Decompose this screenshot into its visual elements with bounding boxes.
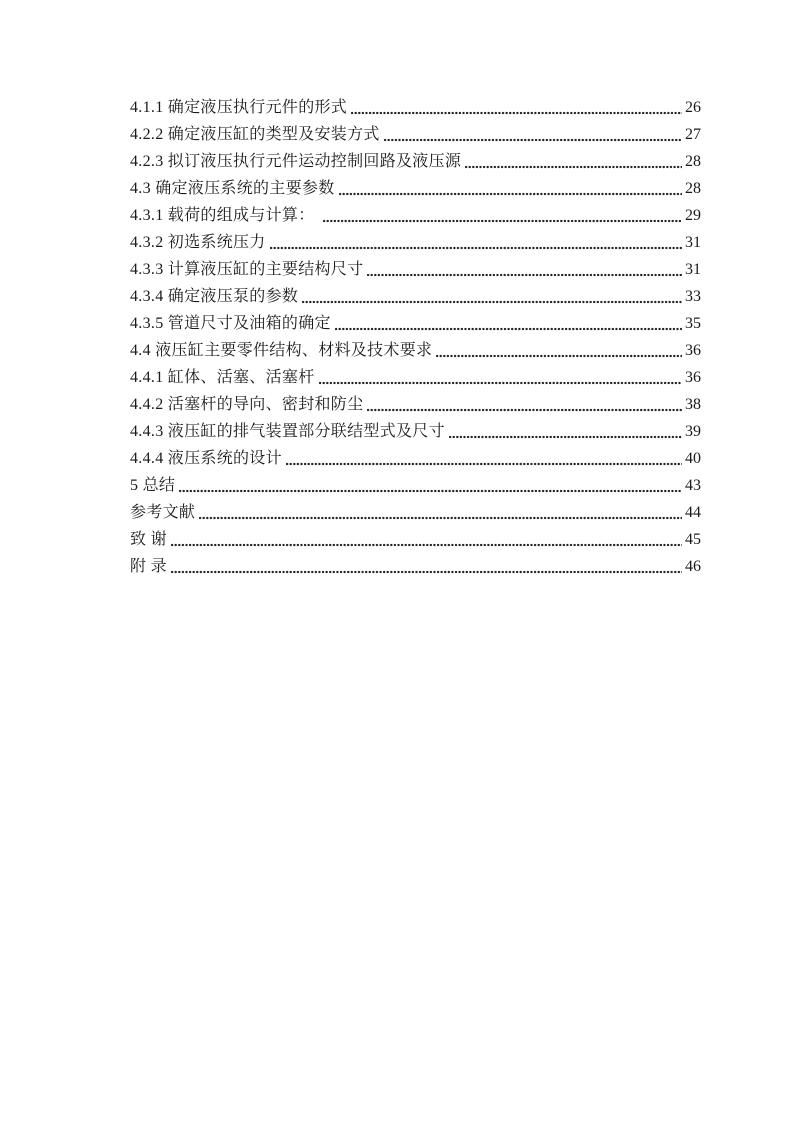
toc-dot-leader — [315, 364, 683, 391]
toc-entry-label: 附 录 — [130, 558, 167, 575]
toc-entry-label: 4.2.2 确定液压缸的类型及安装方式 — [130, 126, 380, 143]
toc-entry[interactable] — [130, 445, 701, 472]
toc-entry[interactable] — [130, 148, 701, 175]
toc-entry-page-number: 36 — [685, 342, 701, 359]
toc-entry-page-number: 31 — [685, 234, 701, 251]
toc-entry[interactable] — [130, 337, 701, 364]
toc-entry[interactable] — [130, 202, 701, 229]
toc-entry-page-number: 33 — [685, 288, 701, 305]
toc-dot-leader — [432, 337, 683, 364]
toc-entry-label: 4.4 液压缸主要零件结构、材料及技术要求 — [130, 342, 433, 359]
toc-entry-page-number: 28 — [685, 153, 701, 170]
toc-entry-page-number: 38 — [685, 396, 701, 413]
toc-entry-label: 4.3 确定液压系统的主要参数 — [130, 180, 335, 197]
toc-entry-label: 4.4.4 液压系统的设计 — [130, 450, 282, 467]
toc-dot-leader — [175, 472, 683, 499]
toc-entry-label: 4.3.5 管道尺寸及油箱的确定 — [130, 315, 331, 332]
toc-dot-leader — [363, 256, 683, 283]
toc-entry-page-number: 43 — [685, 477, 701, 494]
toc-entry[interactable] — [130, 310, 701, 337]
toc-entry-label: 4.4.3 液压缸的排气装置部分联结型式及尺寸 — [130, 423, 445, 440]
toc-dot-leader — [167, 526, 683, 553]
toc-entry[interactable] — [130, 364, 701, 391]
toc-dot-leader — [298, 283, 683, 310]
toc-dot-leader — [282, 445, 683, 472]
toc-entry[interactable] — [130, 256, 701, 283]
toc-entry-page-number: 31 — [685, 261, 701, 278]
toc-entry-page-number: 45 — [685, 531, 701, 548]
toc-entry-page-number: 39 — [685, 423, 701, 440]
toc-entry-label: 4.3.2 初选系统压力 — [130, 234, 266, 251]
toc-dot-leader — [335, 175, 683, 202]
toc-dot-leader — [445, 418, 683, 445]
table-of-contents — [130, 94, 701, 580]
toc-entry-page-number: 36 — [685, 369, 701, 386]
toc-entry[interactable] — [130, 229, 701, 256]
toc-entry-page-number: 28 — [685, 180, 701, 197]
toc-dot-leader — [347, 94, 683, 121]
toc-entry[interactable] — [130, 283, 701, 310]
toc-entry[interactable] — [130, 94, 701, 121]
toc-entry[interactable] — [130, 499, 701, 526]
toc-entry-label: 参考文献 — [130, 504, 196, 521]
toc-dot-leader — [363, 391, 683, 418]
toc-dot-leader — [461, 148, 683, 175]
toc-entry[interactable] — [130, 418, 701, 445]
toc-entry-label: 4.4.2 活塞杆的导向、密封和防尘 — [130, 396, 364, 413]
toc-entry-label: 4.3.4 确定液压泵的参数 — [130, 288, 299, 305]
toc-entry-label: 4.2.3 拟订液压执行元件运动控制回路及液压源 — [130, 153, 462, 170]
toc-dot-leader — [195, 499, 683, 526]
toc-entry[interactable] — [130, 391, 701, 418]
toc-entry[interactable] — [130, 472, 701, 499]
toc-entry-label: 4.4.1 缸体、活塞、活塞杆 — [130, 369, 315, 386]
toc-entry[interactable] — [130, 526, 701, 553]
toc-entry-label: 4.3.3 计算液压缸的主要结构尺寸 — [130, 261, 364, 278]
toc-entry[interactable] — [130, 553, 701, 580]
toc-dot-leader — [319, 202, 683, 229]
toc-entry-label: 4.1.1 确定液压执行元件的形式 — [130, 99, 348, 116]
toc-dot-leader — [167, 553, 683, 580]
toc-entry-label: 致 谢 — [130, 531, 167, 548]
toc-entry-page-number: 44 — [685, 504, 701, 521]
toc-entry-label: 4.3.1 载荷的组成与计算： — [130, 207, 319, 224]
toc-entry-page-number: 35 — [685, 315, 701, 332]
toc-entry[interactable] — [130, 121, 701, 148]
toc-entry[interactable] — [130, 175, 701, 202]
toc-dot-leader — [266, 229, 683, 256]
toc-entry-label: 5 总结 — [130, 477, 176, 494]
toc-entry-page-number: 46 — [685, 558, 701, 575]
toc-entry-page-number: 29 — [685, 207, 701, 224]
toc-entry-page-number: 40 — [685, 450, 701, 467]
toc-entry-page-number: 26 — [685, 99, 701, 116]
toc-entry-page-number: 27 — [685, 126, 701, 143]
toc-dot-leader — [380, 121, 683, 148]
toc-dot-leader — [331, 310, 683, 337]
